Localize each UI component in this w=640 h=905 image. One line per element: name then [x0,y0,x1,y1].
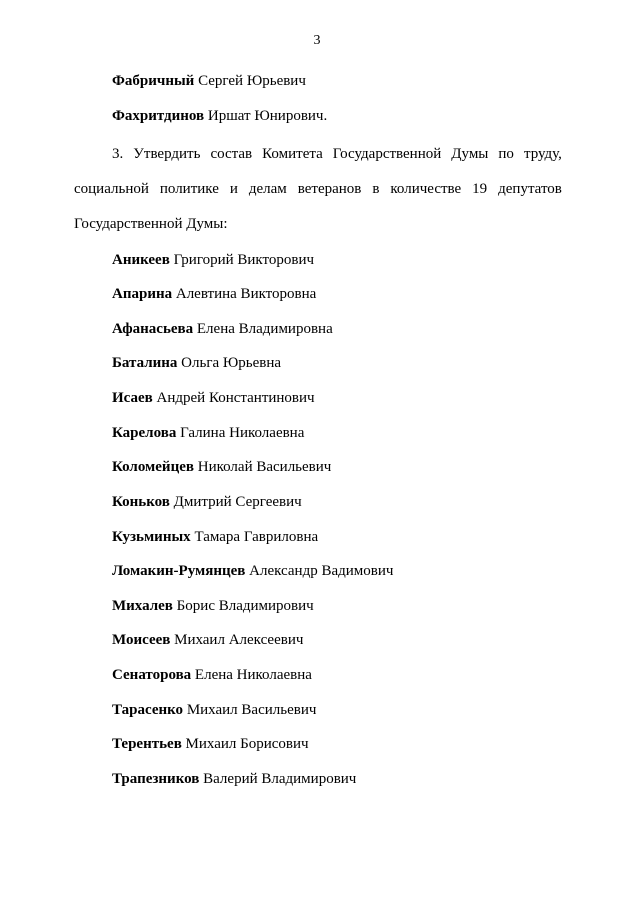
member-entry [112,493,302,511]
surname: Трапезников [112,771,200,787]
word: труду, [523,146,562,162]
member-entry [112,735,309,753]
member-entry [112,458,331,476]
member-entry [112,562,393,580]
given-name: Николай Васильевич [197,459,332,475]
given-name: Григорий Викторович [173,252,315,268]
surname: Фахритдинов [112,108,205,124]
word: Государственной [332,146,442,162]
word: Комитета [262,146,323,162]
word: 3. [112,146,124,162]
given-name: Галина Николаевна [180,425,305,441]
word: по [498,146,514,162]
surname: Афанасьева [112,321,194,337]
member-entry [112,285,316,303]
word: и [229,181,238,197]
given-name: Михаил Борисович [185,736,309,752]
member-entry [112,354,281,372]
paragraph-line-2 [74,180,562,198]
member-entry [112,701,316,719]
surname: Ломакин-Румянцев [112,563,246,579]
word: политике [159,181,219,197]
paragraph-line-3: Государственной Думы: [74,216,228,232]
surname: Карелова [112,425,177,441]
word: количестве [390,181,462,197]
word: 19 [472,181,488,197]
given-name: Тамара Гавриловна [194,529,319,545]
given-name: Борис Владимирович [176,598,314,614]
member-entry [112,424,304,442]
page-number: 3 [313,33,321,48]
surname: Коньков [112,494,170,510]
given-name: Елена Николаевна [194,667,312,683]
surname: Михалев [112,598,173,614]
given-name: Ольга Юрьевна [181,355,282,371]
surname: Тарасенко [112,702,184,718]
surname: Кузьминых [112,529,191,545]
word: в [372,181,380,197]
given-name: Александр Вадимович [249,563,394,579]
name-entry [112,72,306,90]
surname: Апарина [112,286,173,302]
word: депутатов [498,181,562,197]
given-name: Дмитрий Сергеевич [173,494,302,510]
given-name: Елена Владимировна [196,321,333,337]
member-entry [112,320,333,338]
surname: Баталина [112,355,178,371]
given-name: Сергей Юрьевич [198,73,306,89]
member-entry [112,631,303,649]
member-entry [112,389,315,407]
given-name: Валерий Владимирович [203,771,357,787]
given-name: Михаил Васильевич [186,702,317,718]
given-name: Алевтина Викторовна [175,286,317,302]
surname: Моисеев [112,632,171,648]
surname: Фабричный [112,73,195,89]
word: делам [248,181,287,197]
member-entry [112,770,356,788]
word: состав [210,146,253,162]
member-entry [112,251,314,269]
paragraph-line-1 [112,145,562,163]
given-name: Михаил Алексеевич [174,632,304,648]
surname: Исаев [112,390,153,406]
word: ветеранов [297,181,362,197]
member-entry [112,666,312,684]
member-entry [112,597,314,615]
surname: Терентьев [112,736,182,752]
surname: Коломейцев [112,459,194,475]
word: Утвердить [133,146,201,162]
given-name: Иршат Юнирович. [207,108,328,124]
surname: Сенаторова [112,667,192,683]
surname: Аникеев [112,252,170,268]
member-entry [112,528,318,546]
word: социальной [74,181,149,197]
name-entry [112,107,327,125]
word: Думы [451,146,489,162]
given-name: Андрей Константинович [156,390,315,406]
